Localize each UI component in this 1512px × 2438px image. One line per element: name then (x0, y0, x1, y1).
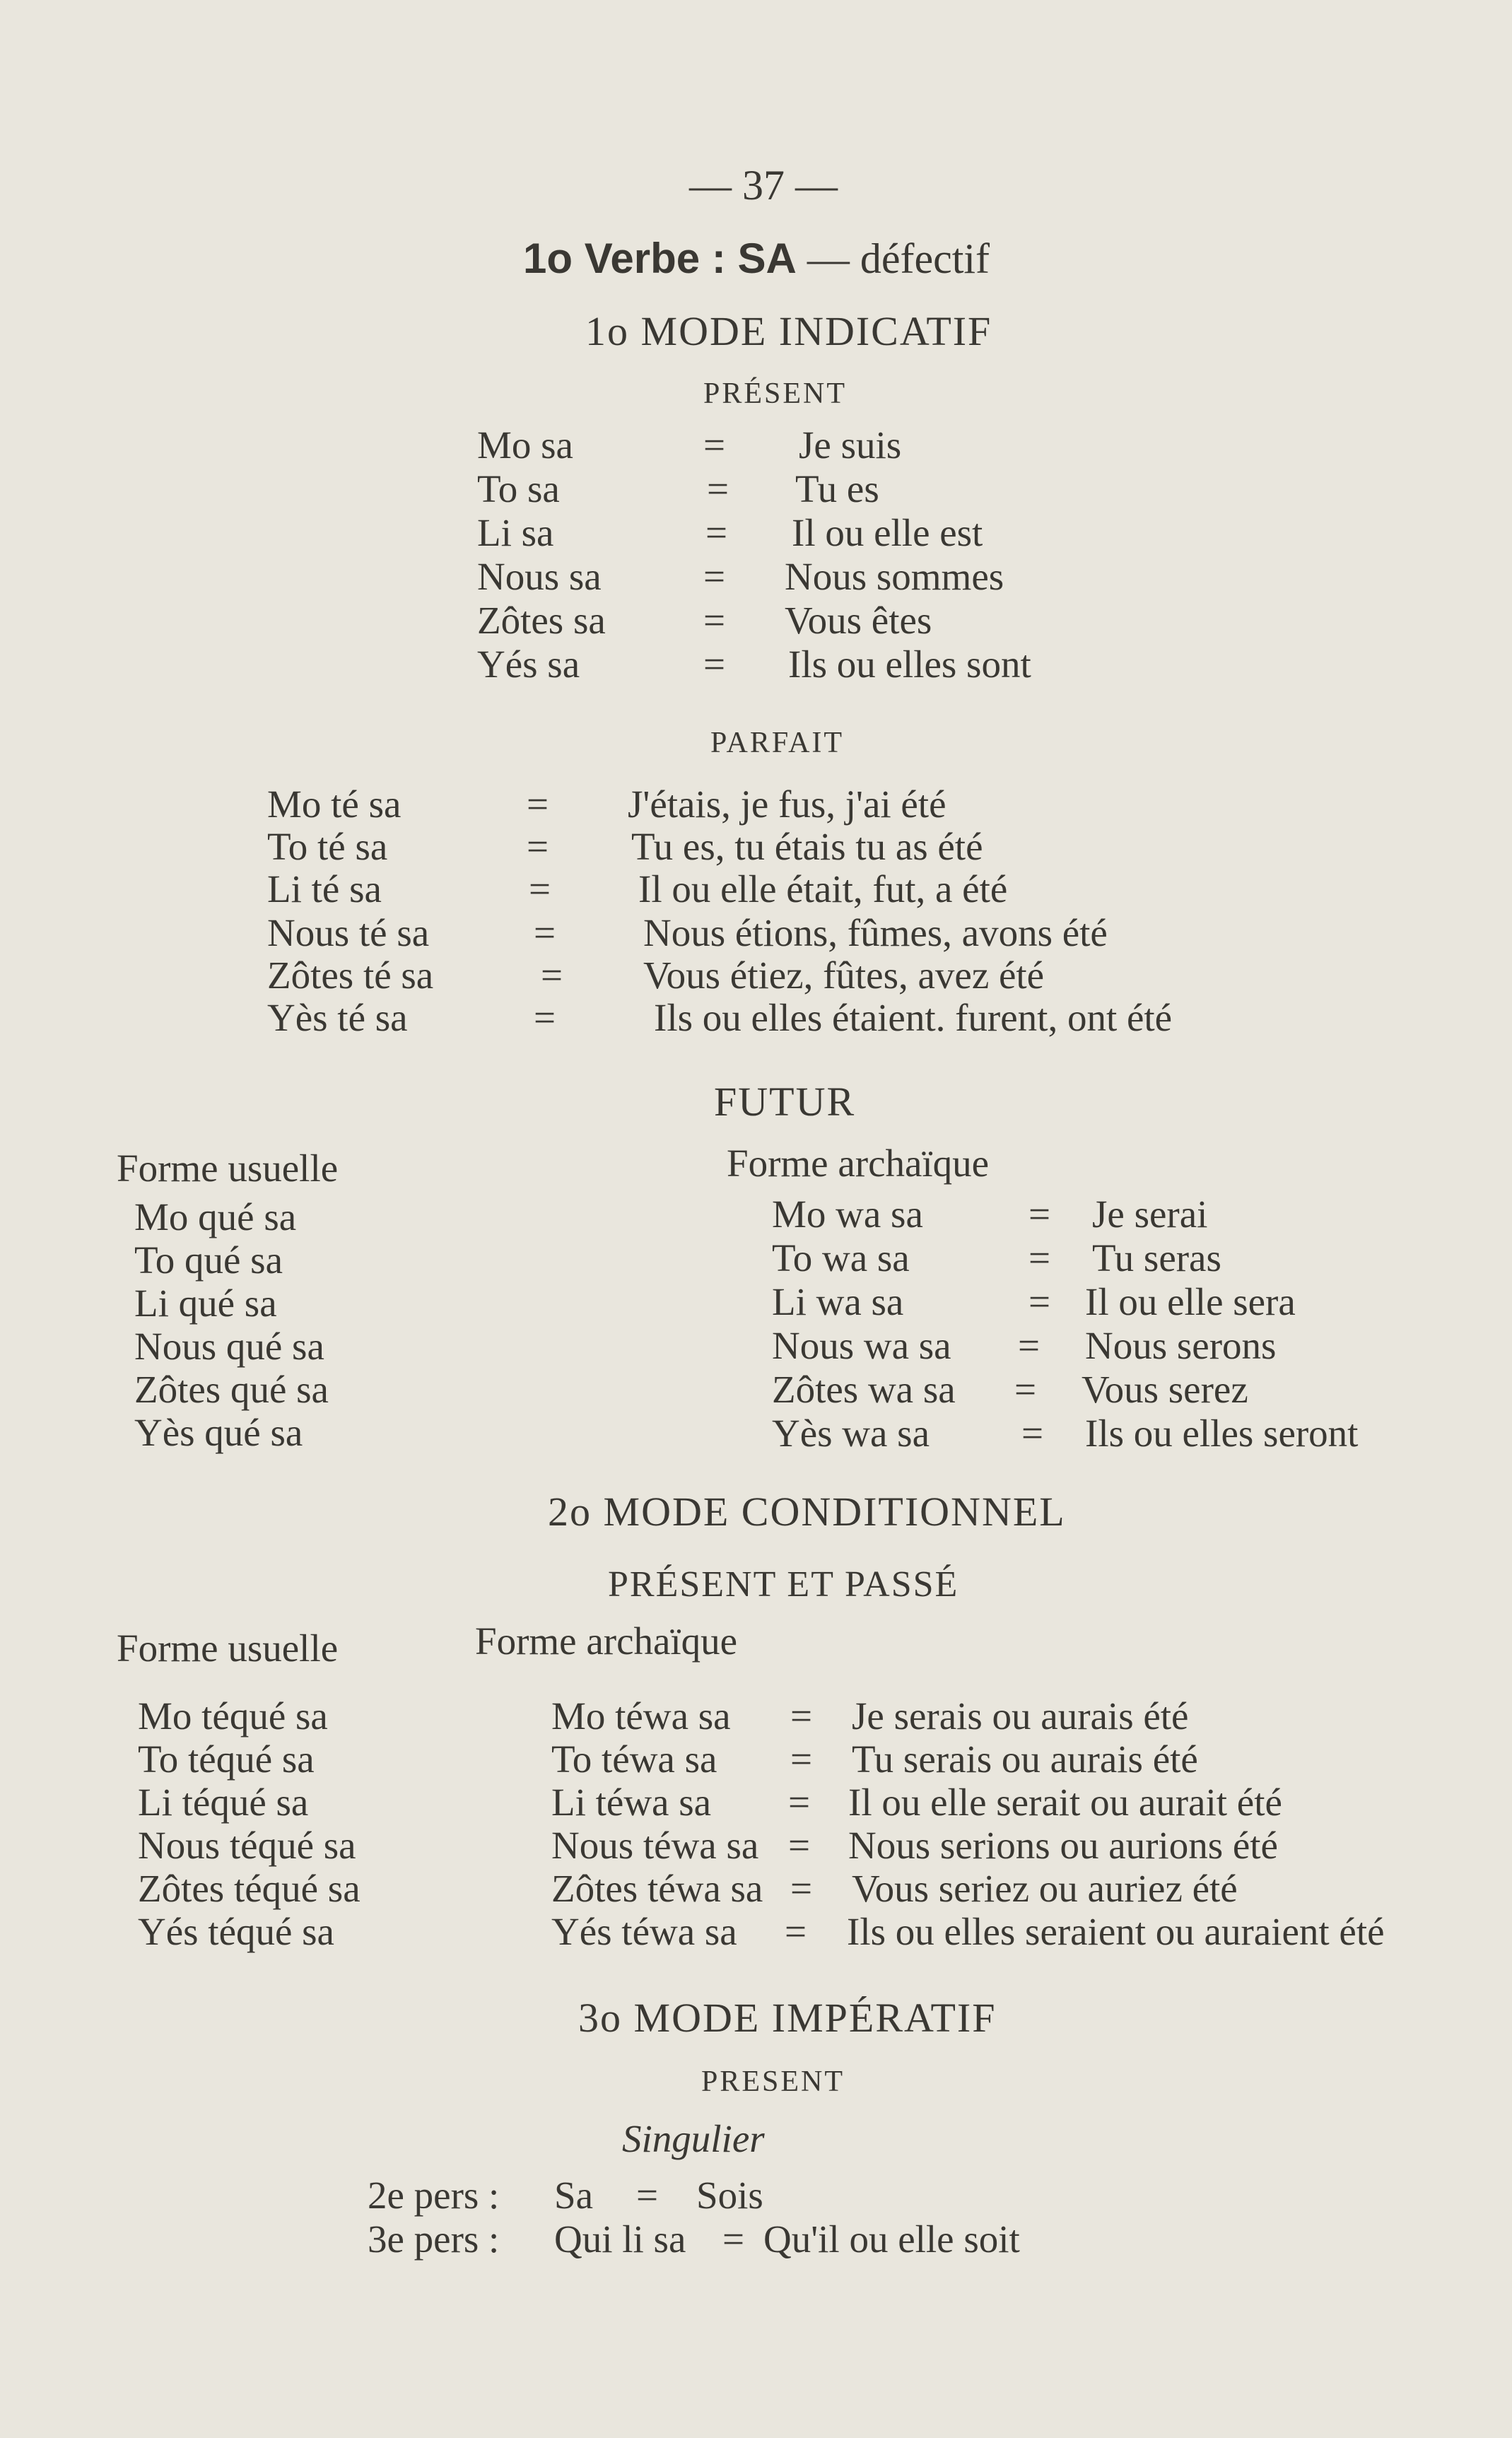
present-french-1: Je suis (799, 423, 902, 467)
futur-usuelle-2: To qué sa (134, 1238, 283, 1282)
futur-arch-eq-4: = (1018, 1324, 1041, 1367)
futur-arch-creole-6: Yès wa sa (772, 1412, 930, 1455)
cond-arch-creole-6: Yés téwa sa (551, 1910, 737, 1953)
futur-arch-creole-4: Nous wa sa (772, 1324, 951, 1367)
cond-usuelle-2: To téqué sa (138, 1737, 315, 1781)
futur-arch-creole-5: Zôtes wa sa (772, 1368, 956, 1411)
imp-person-1: 2e pers : (368, 2174, 500, 2217)
parfait-creole-6: Yès té sa (267, 996, 408, 1039)
futur-usuelle-5: Zôtes qué sa (134, 1368, 329, 1411)
mode1-heading: 1o MODE INDICATIF (585, 308, 992, 354)
futur-arch-eq-3: = (1028, 1280, 1051, 1323)
mode3-heading: 3o MODE IMPÉRATIF (578, 1995, 997, 2041)
cond-usuelle-5: Zôtes téqué sa (138, 1867, 361, 1910)
parfait-eq-4: = (534, 911, 556, 954)
cond-arch-eq-4: = (788, 1824, 811, 1867)
cond-arch-french-6: Ils ou elles seraient ou auraient été (847, 1910, 1385, 1953)
cond-usuelle-1: Mo téqué sa (138, 1694, 328, 1737)
present-eq-1: = (703, 423, 726, 467)
futur-arch-french-2: Tu seras (1092, 1236, 1221, 1279)
page-number: — 37 — (689, 162, 838, 209)
futur-arch-french-6: Ils ou elles seront (1085, 1412, 1359, 1455)
cond-arch-eq-3: = (788, 1781, 811, 1824)
present-creole-6: Yés sa (477, 643, 580, 686)
cond-arch-french-3: Il ou elle serait ou aurait été (848, 1781, 1282, 1824)
parfait-eq-2: = (527, 825, 549, 868)
singulier-label: Singulier (622, 2117, 765, 2160)
futur-arch-eq-1: = (1028, 1192, 1051, 1236)
imp-french-1: Sois (696, 2174, 763, 2217)
imperatif-present-label: PRESENT (701, 2065, 845, 2098)
futur-arch-french-1: Je serai (1092, 1192, 1208, 1236)
futur-usuelle-4: Nous qué sa (134, 1325, 324, 1368)
cond-arch-french-1: Je serais ou aurais été (852, 1694, 1189, 1737)
parfait-creole-2: To té sa (267, 825, 388, 868)
parfait-label: PARFAIT (710, 727, 845, 759)
futur-arch-eq-2: = (1028, 1236, 1051, 1279)
cond-arch-french-2: Tu serais ou aurais été (852, 1737, 1198, 1781)
futur-usuelle-6: Yès qué sa (134, 1411, 303, 1454)
present-french-4: Nous sommes (785, 555, 1004, 598)
imp-eq-1: = (636, 2174, 659, 2217)
present-french-2: Tu es (795, 467, 879, 510)
cond-archaique-label: Forme archaïque (475, 1619, 738, 1663)
futur-usuelle-label: Forme usuelle (117, 1147, 339, 1190)
futur-arch-creole-1: Mo wa sa (772, 1192, 923, 1236)
present-creole-2: To sa (477, 467, 560, 510)
parfait-eq-6: = (534, 996, 556, 1039)
futur-usuelle-3: Li qué sa (134, 1282, 277, 1325)
parfait-french-2: Tu es, tu étais tu as été (631, 825, 983, 868)
cond-usuelle-label: Forme usuelle (117, 1627, 339, 1670)
futur-arch-eq-5: = (1014, 1368, 1037, 1411)
present-eq-3: = (705, 511, 728, 554)
cond-usuelle-6: Yés téqué sa (138, 1910, 334, 1953)
futur-arch-french-5: Vous serez (1082, 1368, 1248, 1411)
futur-arch-creole-2: To wa sa (772, 1236, 910, 1279)
present-creole-4: Nous sa (477, 555, 602, 598)
present-creole-5: Zôtes sa (477, 599, 606, 642)
imp-creole-1: Sa (554, 2174, 593, 2217)
present-creole-3: Li sa (477, 511, 554, 554)
present-eq-6: = (703, 643, 726, 686)
present-eq-5: = (703, 599, 726, 642)
present-eq-4: = (703, 555, 726, 598)
title-suffix: — défectif (807, 235, 990, 282)
parfait-creole-1: Mo té sa (267, 783, 402, 826)
cond-arch-eq-5: = (790, 1867, 813, 1910)
parfait-creole-3: Li té sa (267, 867, 382, 910)
parfait-eq-5: = (541, 954, 563, 997)
present-eq-2: = (707, 467, 729, 510)
parfait-french-1: J'étais, je fus, j'ai été (628, 783, 947, 826)
cond-arch-creole-4: Nous téwa sa (551, 1824, 759, 1867)
cond-usuelle-3: Li téqué sa (138, 1781, 309, 1824)
present-french-3: Il ou elle est (792, 511, 983, 554)
futur-arch-eq-6: = (1021, 1412, 1044, 1455)
present-creole-1: Mo sa (477, 423, 573, 467)
parfait-creole-4: Nous té sa (267, 911, 430, 954)
parfait-french-3: Il ou elle était, fut, a été (638, 867, 1008, 910)
futur-label: FUTUR (714, 1079, 856, 1125)
cond-arch-creole-5: Zôtes téwa sa (551, 1867, 763, 1910)
imp-eq-2: = (722, 2217, 745, 2261)
page-title (523, 235, 990, 282)
present-french-5: Vous êtes (785, 599, 932, 642)
cond-arch-french-5: Vous seriez ou auriez été (852, 1867, 1238, 1910)
cond-usuelle-4: Nous téqué sa (138, 1824, 356, 1867)
cond-arch-creole-1: Mo téwa sa (551, 1694, 731, 1737)
mode2-subheading: PRÉSENT ET PASSÉ (608, 1564, 959, 1605)
present-french-6: Ils ou elles sont (788, 643, 1031, 686)
title-verb: Verbe : SA (584, 235, 797, 282)
parfait-french-4: Nous étions, fûmes, avons été (643, 911, 1108, 954)
mode2-heading: 2o MODE CONDITIONNEL (548, 1489, 1066, 1535)
cond-arch-french-4: Nous serions ou aurions été (848, 1824, 1278, 1867)
futur-archaique-label: Forme archaïque (727, 1142, 990, 1185)
futur-arch-french-4: Nous serons (1085, 1324, 1277, 1367)
cond-arch-eq-1: = (790, 1694, 813, 1737)
futur-usuelle-1: Mo qué sa (134, 1195, 297, 1238)
parfait-creole-5: Zôtes té sa (267, 954, 434, 997)
cond-arch-creole-3: Li téwa sa (551, 1781, 712, 1824)
parfait-eq-1: = (527, 783, 549, 826)
imp-person-2: 3e pers : (368, 2217, 500, 2261)
title-prefix: 1o (523, 235, 573, 282)
cond-arch-creole-2: To téwa sa (551, 1737, 717, 1781)
futur-arch-french-3: Il ou elle sera (1085, 1280, 1296, 1323)
futur-arch-creole-3: Li wa sa (772, 1280, 904, 1323)
present-label: PRÉSENT (703, 377, 848, 410)
parfait-french-6: Ils ou elles étaient. furent, ont été (654, 996, 1173, 1039)
cond-arch-eq-2: = (790, 1737, 813, 1781)
imp-creole-2: Qui li sa (554, 2217, 686, 2261)
parfait-french-5: Vous étiez, fûtes, avez été (643, 954, 1045, 997)
imp-french-2: Qu'il ou elle soit (763, 2217, 1020, 2261)
cond-arch-eq-6: = (785, 1910, 807, 1953)
parfait-eq-3: = (529, 867, 551, 910)
